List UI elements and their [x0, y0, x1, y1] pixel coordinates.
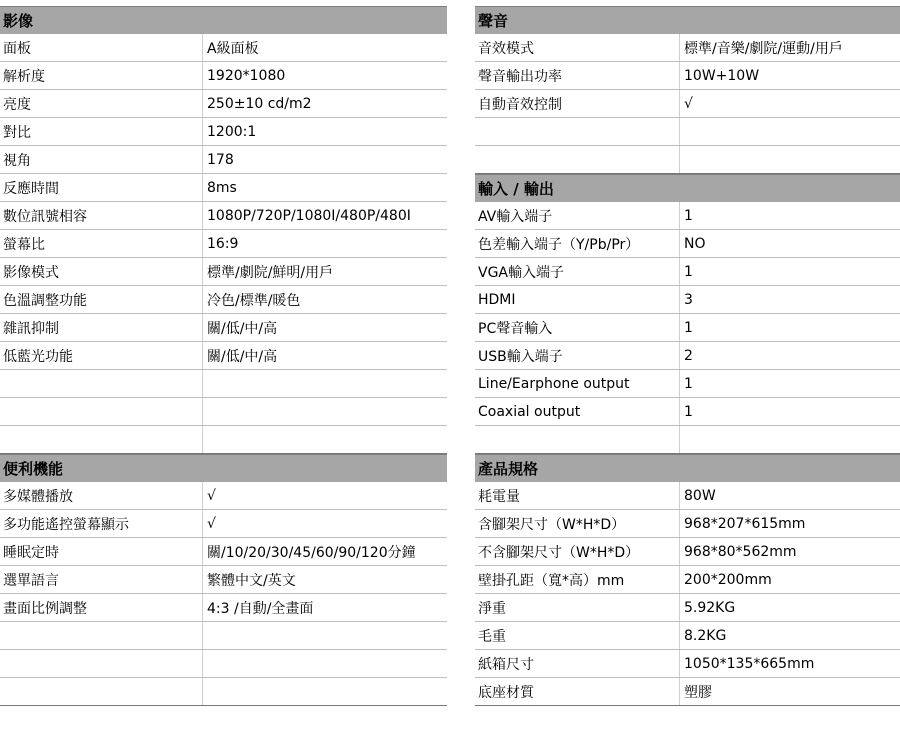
table-row — [0, 594, 447, 622]
row-label: 不含腳架尺寸（W*H*D） — [475, 538, 680, 565]
row-label — [0, 678, 203, 705]
table-row — [0, 314, 447, 342]
row-label — [475, 146, 680, 173]
table-row — [475, 314, 900, 342]
row-value — [680, 118, 900, 145]
row-value — [203, 370, 447, 397]
table-row — [475, 594, 900, 622]
row-label: Coaxial output — [475, 398, 680, 425]
row-label: 多媒體播放 — [0, 482, 203, 509]
row-value: 標準/劇院/鮮明/用戶 — [207, 264, 334, 281]
row-label: 多功能遙控螢幕顯示 — [0, 510, 203, 537]
row-label: 選單語言 — [0, 566, 203, 593]
table-row — [475, 622, 900, 650]
table-row — [0, 202, 447, 230]
table-row — [475, 510, 900, 538]
image-section — [0, 6, 447, 454]
row-label: 耗電量 — [475, 482, 680, 509]
row-value — [680, 146, 900, 173]
table-row — [475, 398, 900, 426]
specs-rows — [475, 482, 900, 706]
row-label: HDMI — [475, 286, 680, 313]
row-label — [0, 622, 203, 649]
table-row — [0, 118, 447, 146]
row-label — [0, 398, 203, 425]
row-label: 底座材質 — [475, 678, 680, 705]
row-label — [475, 118, 680, 145]
row-value: 8ms — [207, 179, 237, 196]
table-row — [475, 202, 900, 230]
row-label: 紙箱尺寸 — [475, 650, 680, 677]
table-row — [0, 426, 447, 454]
table-row — [0, 510, 447, 538]
row-label — [0, 650, 203, 677]
io-section-title: 輸入 / 輸出 — [475, 174, 900, 202]
row-label: 反應時間 — [0, 174, 203, 201]
row-value: 1 — [684, 207, 693, 224]
table-row — [0, 62, 447, 90]
row-value — [203, 650, 447, 677]
row-value: 250±10 cd/m2 — [207, 95, 312, 112]
table-row — [475, 146, 900, 174]
table-row — [475, 566, 900, 594]
table-row — [475, 482, 900, 510]
row-value: 2 — [684, 347, 693, 364]
row-label: 壁掛孔距（寬*高）mm — [475, 566, 680, 593]
row-label: PC聲音輸入 — [475, 314, 680, 341]
row-value: 1920*1080 — [207, 67, 286, 84]
row-value: NO — [684, 235, 706, 252]
convenience-rows — [0, 482, 447, 706]
row-label: 睡眠定時 — [0, 538, 203, 565]
table-row — [475, 426, 900, 454]
row-value: 1 — [684, 375, 693, 392]
table-row — [0, 174, 447, 202]
row-value: √ — [207, 487, 216, 504]
row-value: √ — [207, 515, 216, 532]
audio-section-title: 聲音 — [475, 6, 900, 34]
row-value: 80W — [684, 487, 716, 504]
specs-section — [475, 454, 900, 706]
table-row — [475, 370, 900, 398]
table-row — [0, 398, 447, 426]
io-rows — [475, 202, 900, 454]
row-value: 968*207*615mm — [684, 515, 806, 532]
row-value: 200*200mm — [684, 571, 772, 588]
table-row — [0, 538, 447, 566]
table-row — [475, 230, 900, 258]
row-value: √ — [684, 95, 693, 112]
row-label: 影像模式 — [0, 258, 203, 285]
audio-rows — [475, 34, 900, 174]
row-label: 淨重 — [475, 594, 680, 621]
row-label: 色差輸入端子（Y/Pb/Pr） — [475, 230, 680, 257]
row-value: 塑膠 — [684, 684, 712, 701]
table-row — [475, 34, 900, 62]
row-label: 視角 — [0, 146, 203, 173]
table-row — [0, 678, 447, 706]
row-label: 螢幕比 — [0, 230, 203, 257]
table-row — [0, 650, 447, 678]
row-value — [203, 622, 447, 649]
row-value: A級面板 — [207, 40, 259, 57]
row-label: 音效模式 — [475, 34, 680, 61]
table-row — [475, 258, 900, 286]
specs-section-title: 產品規格 — [475, 454, 900, 482]
convenience-section-title: 便利機能 — [0, 454, 447, 482]
row-value: 10W+10W — [684, 67, 760, 84]
row-value: 8.2KG — [684, 627, 727, 644]
row-label: 面板 — [0, 34, 203, 61]
row-label: 亮度 — [0, 90, 203, 117]
row-value: 冷色/標準/暖色 — [207, 292, 301, 309]
table-row — [0, 370, 447, 398]
row-label: 數位訊號相容 — [0, 202, 203, 229]
row-value: 1 — [684, 319, 693, 336]
table-row — [0, 146, 447, 174]
row-label: 含腳架尺寸（W*H*D） — [475, 510, 680, 537]
row-label: 低藍光功能 — [0, 342, 203, 369]
table-row — [0, 90, 447, 118]
table-row — [475, 118, 900, 146]
row-value — [203, 398, 447, 425]
row-label: 色溫調整功能 — [0, 286, 203, 313]
row-value — [203, 426, 447, 453]
table-row — [0, 286, 447, 314]
row-value: 178 — [207, 151, 234, 168]
row-label: USB輸入端子 — [475, 342, 680, 369]
row-label: 對比 — [0, 118, 203, 145]
convenience-section — [0, 454, 447, 706]
row-label: 解析度 — [0, 62, 203, 89]
table-row — [0, 230, 447, 258]
row-label: 畫面比例調整 — [0, 594, 203, 621]
row-value — [680, 426, 900, 453]
table-row — [0, 566, 447, 594]
row-value: 4:3 /自動/全畫面 — [207, 600, 314, 617]
row-label: 毛重 — [475, 622, 680, 649]
table-row — [475, 286, 900, 314]
row-value: 1 — [684, 403, 693, 420]
table-row — [475, 62, 900, 90]
table-row — [475, 90, 900, 118]
row-value: 1050*135*665mm — [684, 655, 815, 672]
table-row — [0, 34, 447, 62]
row-label: 自動音效控制 — [475, 90, 680, 117]
row-value: 1080P/720P/1080I/480P/480I — [207, 207, 411, 224]
row-label: VGA輸入端子 — [475, 258, 680, 285]
row-value: 關/10/20/30/45/60/90/120分鐘 — [207, 544, 416, 561]
table-row — [475, 650, 900, 678]
row-value — [203, 678, 447, 705]
row-label: Line/Earphone output — [475, 370, 680, 397]
table-row — [475, 538, 900, 566]
row-value: 5.92KG — [684, 599, 736, 616]
row-value: 16:9 — [207, 235, 239, 252]
table-row — [475, 678, 900, 706]
row-label — [0, 370, 203, 397]
row-value: 繁體中文/英文 — [207, 572, 296, 589]
row-value: 1200:1 — [207, 123, 257, 140]
row-value: 968*80*562mm — [684, 543, 797, 560]
audio-io-section — [475, 6, 900, 454]
table-row — [475, 342, 900, 370]
row-value: 1 — [684, 263, 693, 280]
row-value: 關/低/中/高 — [207, 320, 278, 337]
table-row — [0, 342, 447, 370]
row-label: 雜訊抑制 — [0, 314, 203, 341]
row-value: 標準/音樂/劇院/運動/用戶 — [684, 40, 843, 57]
row-label — [475, 426, 680, 453]
row-value: 3 — [684, 291, 693, 308]
image-rows — [0, 34, 447, 454]
row-label — [0, 426, 203, 453]
table-row — [0, 258, 447, 286]
row-value: 關/低/中/高 — [207, 348, 278, 365]
table-row — [0, 482, 447, 510]
table-row — [0, 622, 447, 650]
image-section-title: 影像 — [0, 6, 447, 34]
row-label: AV輸入端子 — [475, 202, 680, 229]
row-label: 聲音輸出功率 — [475, 62, 680, 89]
